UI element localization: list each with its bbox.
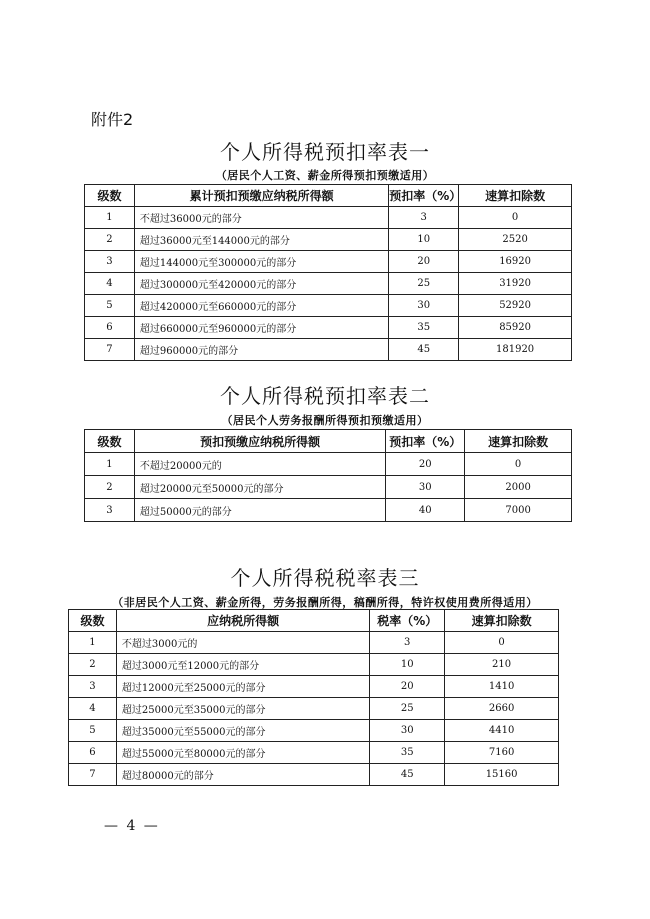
cell-deduction: 15160 bbox=[445, 764, 559, 786]
table-row bbox=[85, 317, 572, 339]
table-row bbox=[85, 251, 572, 273]
cell-rate: 30 bbox=[370, 720, 445, 742]
header-quick-deduction: 速算扣除数 bbox=[445, 610, 559, 632]
table1-subtitle: （居民个人工资、薪金所得预扣预缴适用） bbox=[215, 169, 435, 182]
cell-income-band: 超过420000元至660000元的部分 bbox=[134, 295, 388, 317]
tax-table-1 bbox=[84, 184, 572, 361]
cell-level: 3 bbox=[85, 251, 135, 273]
table-row bbox=[69, 742, 559, 764]
cell-level: 6 bbox=[69, 742, 117, 764]
table-row bbox=[85, 339, 572, 361]
page-number: — 4 — bbox=[104, 818, 160, 834]
cell-rate: 45 bbox=[370, 764, 445, 786]
table-row bbox=[85, 453, 572, 476]
cell-level: 1 bbox=[85, 453, 135, 476]
cell-deduction: 181920 bbox=[459, 339, 572, 361]
cell-rate: 25 bbox=[370, 698, 445, 720]
cell-income-band: 不超过3000元的 bbox=[116, 632, 369, 654]
cell-deduction: 52920 bbox=[459, 295, 572, 317]
cell-income-band: 不超过20000元的 bbox=[134, 453, 385, 476]
cell-rate: 30 bbox=[389, 295, 459, 317]
cell-deduction: 2000 bbox=[465, 476, 572, 499]
cell-income-band: 超过12000元至25000元的部分 bbox=[116, 676, 369, 698]
cell-deduction: 85920 bbox=[459, 317, 572, 339]
header-rate: 预扣率（%） bbox=[386, 430, 465, 453]
table-row bbox=[85, 207, 572, 229]
table-row bbox=[69, 632, 559, 654]
cell-level: 2 bbox=[85, 229, 135, 251]
table3-title: 个人所得税税率表三 bbox=[230, 566, 420, 590]
cell-deduction: 0 bbox=[465, 453, 572, 476]
cell-rate: 45 bbox=[389, 339, 459, 361]
cell-rate: 35 bbox=[370, 742, 445, 764]
cell-level: 5 bbox=[85, 295, 135, 317]
table1-title: 个人所得税预扣率表一 bbox=[220, 140, 430, 164]
table2-title: 个人所得税预扣率表二 bbox=[220, 384, 430, 408]
cell-rate: 40 bbox=[386, 499, 465, 522]
table-header-row bbox=[85, 185, 572, 207]
cell-income-band: 超过300000元至420000元的部分 bbox=[134, 273, 388, 295]
tax-table-2 bbox=[84, 429, 572, 522]
cell-rate: 30 bbox=[386, 476, 465, 499]
header-rate: 预扣率（%） bbox=[389, 185, 459, 207]
cell-income-band: 超过50000元的部分 bbox=[134, 499, 385, 522]
header-rate: 税率（%） bbox=[370, 610, 445, 632]
header-taxable-income: 累计预扣预缴应纳税所得额 bbox=[134, 185, 388, 207]
table-row bbox=[85, 476, 572, 499]
cell-rate: 20 bbox=[370, 676, 445, 698]
cell-level: 3 bbox=[85, 499, 135, 522]
header-level: 级数 bbox=[85, 430, 135, 453]
cell-deduction: 7000 bbox=[465, 499, 572, 522]
header-taxable-income: 预扣预缴应纳税所得额 bbox=[134, 430, 385, 453]
cell-income-band: 超过35000元至55000元的部分 bbox=[116, 720, 369, 742]
cell-rate: 3 bbox=[389, 207, 459, 229]
table3-subtitle: （非居民个人工资、薪金所得，劳务报酬所得，稿酬所得，特许权使用费所得适用） bbox=[112, 596, 538, 609]
table-row bbox=[69, 764, 559, 786]
cell-deduction: 7160 bbox=[445, 742, 559, 764]
cell-rate: 25 bbox=[389, 273, 459, 295]
cell-level: 1 bbox=[69, 632, 117, 654]
cell-rate: 10 bbox=[389, 229, 459, 251]
header-taxable-income: 应纳税所得额 bbox=[116, 610, 369, 632]
cell-deduction: 0 bbox=[445, 632, 559, 654]
cell-level: 5 bbox=[69, 720, 117, 742]
header-level: 级数 bbox=[69, 610, 117, 632]
table-header-row bbox=[85, 430, 572, 453]
cell-income-band: 超过36000元至144000元的部分 bbox=[134, 229, 388, 251]
cell-rate: 35 bbox=[389, 317, 459, 339]
cell-income-band: 超过144000元至300000元的部分 bbox=[134, 251, 388, 273]
attachment-label: 附件2 bbox=[91, 110, 134, 129]
cell-income-band: 超过3000元至12000元的部分 bbox=[116, 654, 369, 676]
table2-subtitle: （居民个人劳务报酬所得预扣预缴适用） bbox=[221, 414, 429, 427]
cell-deduction: 2520 bbox=[459, 229, 572, 251]
table-row bbox=[69, 654, 559, 676]
cell-rate: 20 bbox=[386, 453, 465, 476]
cell-level: 6 bbox=[85, 317, 135, 339]
cell-income-band: 超过20000元至50000元的部分 bbox=[134, 476, 385, 499]
cell-income-band: 超过960000元的部分 bbox=[134, 339, 388, 361]
cell-income-band: 超过80000元的部分 bbox=[116, 764, 369, 786]
cell-level: 7 bbox=[85, 339, 135, 361]
header-quick-deduction: 速算扣除数 bbox=[465, 430, 572, 453]
cell-deduction: 4410 bbox=[445, 720, 559, 742]
table-row bbox=[85, 229, 572, 251]
cell-level: 2 bbox=[69, 654, 117, 676]
tax-table-3 bbox=[68, 609, 559, 786]
table-header-row bbox=[69, 610, 559, 632]
cell-level: 4 bbox=[69, 698, 117, 720]
cell-rate: 3 bbox=[370, 632, 445, 654]
cell-income-band: 超过55000元至80000元的部分 bbox=[116, 742, 369, 764]
cell-level: 3 bbox=[69, 676, 117, 698]
table-row bbox=[69, 720, 559, 742]
cell-level: 2 bbox=[85, 476, 135, 499]
cell-income-band: 不超过36000元的部分 bbox=[134, 207, 388, 229]
table-row bbox=[85, 499, 572, 522]
header-level: 级数 bbox=[85, 185, 135, 207]
cell-rate: 20 bbox=[389, 251, 459, 273]
cell-deduction: 1410 bbox=[445, 676, 559, 698]
cell-rate: 10 bbox=[370, 654, 445, 676]
cell-level: 4 bbox=[85, 273, 135, 295]
cell-income-band: 超过25000元至35000元的部分 bbox=[116, 698, 369, 720]
cell-deduction: 31920 bbox=[459, 273, 572, 295]
cell-deduction: 2660 bbox=[445, 698, 559, 720]
table-row bbox=[69, 676, 559, 698]
table-row bbox=[69, 698, 559, 720]
table-row bbox=[85, 273, 572, 295]
cell-level: 1 bbox=[85, 207, 135, 229]
cell-level: 7 bbox=[69, 764, 117, 786]
cell-deduction: 0 bbox=[459, 207, 572, 229]
cell-deduction: 16920 bbox=[459, 251, 572, 273]
table-row bbox=[85, 295, 572, 317]
header-quick-deduction: 速算扣除数 bbox=[459, 185, 572, 207]
cell-deduction: 210 bbox=[445, 654, 559, 676]
cell-income-band: 超过660000元至960000元的部分 bbox=[134, 317, 388, 339]
